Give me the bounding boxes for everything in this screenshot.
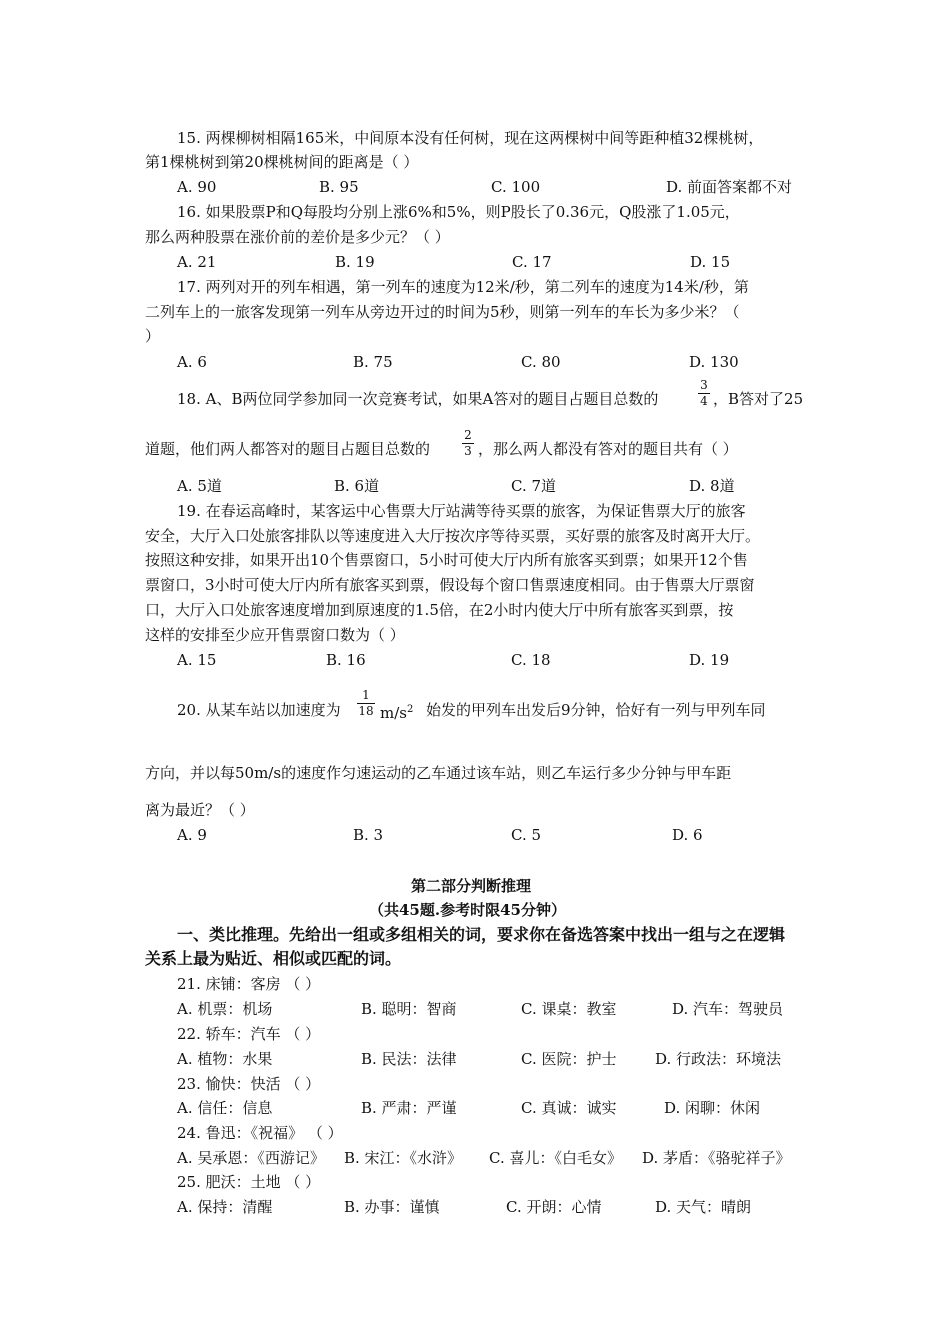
q18-stem-line2-b: ，那么两人都没有答对的题目共有（ ） xyxy=(478,440,738,458)
q20-fraction-one-eighteenth xyxy=(357,689,375,718)
q20-fraction-numerator: 1 xyxy=(362,688,370,702)
q18-stem-line2-a: 道题，他们两人都答对的题目占题目总数的 xyxy=(145,440,431,458)
q15-option-c: C. 100 xyxy=(491,178,541,196)
q20-stem-line2: 方向，并以每50m/s的速度作匀速运动的乙车通过该车站，则乙车运行多少分钟与甲车距 xyxy=(145,764,732,782)
q17-option-a: A. 6 xyxy=(177,353,207,371)
q15-stem-line2: 第1棵桃树到第20棵桃树间的距离是（ ） xyxy=(145,153,419,171)
q23-stem: 23. 愉快：快活 （ ） xyxy=(177,1075,321,1093)
q18-fraction1-denominator: 4 xyxy=(700,394,708,408)
q25-stem: 25. 肥沃：土地 （ ） xyxy=(177,1173,321,1191)
q19-stem-line6: 这样的安排至少应开售票窗口数为（ ） xyxy=(145,626,405,644)
q15-stem-line1: 15. 两棵柳树相隔165米，中间原本没有任何树，现在这两棵树中间等距种植32棵桃树， xyxy=(177,129,764,147)
q18-fraction-two-thirds xyxy=(462,429,474,458)
q18-stem-line1-a: 18. A、B两位同学参加同一次竞赛考试，如果A答对的题目占题目总数的 xyxy=(177,390,659,408)
q18-option-d: D. 8道 xyxy=(689,477,735,495)
q16-option-b: B. 19 xyxy=(335,253,375,271)
q16-stem-line2: 那么两种股票在涨价前的差价是多少元？（ ） xyxy=(145,228,450,246)
q22-option-a: A. 植物：水果 xyxy=(177,1050,273,1068)
q20-unit-superscript: 2 xyxy=(406,704,414,715)
part2-subtitle: （共45题.参考时限45分钟） xyxy=(369,901,566,919)
part2-title: 第二部分判断推理 xyxy=(411,877,532,895)
q20-stem-line3: 离为最近？（ ） xyxy=(145,801,255,819)
q16-stem-line1: 16. 如果股票P和Q每股均分别上涨6%和5%，则P股长了0.36元，Q股涨了1.05元， xyxy=(177,203,740,221)
q25-option-d: D. 天气：晴朗 xyxy=(655,1198,752,1216)
q16-option-c: C. 17 xyxy=(512,253,552,271)
q21-option-a: A. 机票：机场 xyxy=(177,1000,273,1018)
q18-fraction1-numerator: 3 xyxy=(700,378,708,392)
q17-option-d: D. 130 xyxy=(689,353,739,371)
q19-stem-line4: 票窗口，3小时可使大厅内所有旅客买到票，假设每个窗口售票速度相同。由于售票大厅票窗 xyxy=(145,576,755,594)
q24-option-b: B. 宋江：《水浒》 xyxy=(344,1149,463,1167)
q22-option-c: C. 医院：护士 xyxy=(521,1050,617,1068)
q19-stem-line3: 按照这种安排，如果开出10个售票窗口，5小时可使大厅内所有旅客买到票；如果开12个售 xyxy=(145,551,748,569)
q24-option-d: D. 茅盾：《骆驼祥子》 xyxy=(642,1149,791,1167)
q20-option-d: D. 6 xyxy=(672,826,703,844)
q20-option-b: B. 3 xyxy=(353,826,384,844)
q25-option-c: C. 开朗：心情 xyxy=(506,1198,602,1216)
q19-stem-line1: 19. 在春运高峰时，某客运中心售票大厅站满等待买票的旅客，为保证售票大厅的旅客 xyxy=(177,502,746,520)
q17-stem-line2: 二列车上的一旅客发现第一列车从旁边开过的时间为5秒，则第一列车的车长为多少米？（ xyxy=(145,303,740,321)
q22-option-b: B. 民法：法律 xyxy=(361,1050,457,1068)
q24-stem: 24. 鲁迅：《祝福》 （ ） xyxy=(177,1124,343,1142)
q20-unit xyxy=(380,700,413,723)
part2-intro-line1: 一、类比推理。先给出一组或多组相关的词，要求你在备选答案中找出一组与之在逻辑 xyxy=(177,925,786,944)
q17-stem-line3: ） xyxy=(145,327,161,345)
q19-option-b: B. 16 xyxy=(326,651,366,669)
q18-option-b: B. 6道 xyxy=(334,477,380,495)
q23-option-b: B. 严肃：严谨 xyxy=(361,1099,457,1117)
q16-option-d: D. 15 xyxy=(690,253,731,271)
q19-option-c: C. 18 xyxy=(511,651,551,669)
q19-option-d: D. 19 xyxy=(689,651,730,669)
q22-stem: 22. 轿车：汽车 （ ） xyxy=(177,1025,321,1043)
q16-option-a: A. 21 xyxy=(177,253,217,271)
q21-option-b: B. 聪明：智商 xyxy=(361,1000,457,1018)
q18-option-a: A. 5道 xyxy=(177,477,222,495)
q24-option-c: C. 喜儿：《白毛女》 xyxy=(489,1149,622,1167)
q18-option-c: C. 7道 xyxy=(511,477,557,495)
q25-option-a: A. 保持：清醒 xyxy=(177,1198,273,1216)
q15-option-d: D. 前面答案都不对 xyxy=(666,178,793,196)
q18-stem-line1-b: ，B答对了25 xyxy=(713,390,804,408)
q21-option-c: C. 课桌：教室 xyxy=(521,1000,617,1018)
q21-stem: 21. 床铺：客房 （ ） xyxy=(177,975,321,993)
q20-fraction-denominator: 18 xyxy=(358,704,374,718)
q15-option-b: B. 95 xyxy=(319,178,359,196)
q19-stem-line5: 口，大厅入口处旅客速度增加到原速度的1.5倍，在2小时内使大厅中所有旅客买到票，按 xyxy=(145,601,734,619)
q19-stem-line2: 安全，大厅入口处旅客排队以等速度进入大厅按次序等待买票，买好票的旅客及时离开大厅。 xyxy=(145,527,761,545)
q18-fraction2-denominator: 3 xyxy=(464,444,472,458)
q17-option-b: B. 75 xyxy=(353,353,393,371)
q22-option-d: D. 行政法：环境法 xyxy=(655,1050,782,1068)
q25-option-b: B. 办事：谨慎 xyxy=(344,1198,440,1216)
q20-unit-text: m/s xyxy=(380,704,407,722)
q20-option-c: C. 5 xyxy=(511,826,542,844)
q23-option-d: D. 闲聊：休闲 xyxy=(664,1099,761,1117)
q21-option-d: D. 汽车：驾驶员 xyxy=(672,1000,784,1018)
q20-option-a: A. 9 xyxy=(177,826,207,844)
part2-intro-line2: 关系上最为贴近、相似或匹配的词。 xyxy=(145,949,402,968)
q19-option-a: A. 15 xyxy=(177,651,217,669)
q23-option-c: C. 真诚：诚实 xyxy=(521,1099,617,1117)
q18-fraction2-numerator: 2 xyxy=(464,428,472,442)
q23-option-a: A. 信任：信息 xyxy=(177,1099,273,1117)
q20-stem-line1-a: 20. 从某车站以加速度为 xyxy=(177,701,341,719)
q17-option-c: C. 80 xyxy=(521,353,561,371)
q24-option-a: A. 吴承恩：《西游记》 xyxy=(177,1149,325,1167)
q18-fraction-three-quarters xyxy=(698,379,710,408)
q20-stem-line1-b: 始发的甲列车出发后9分钟，恰好有一列与甲列车同 xyxy=(426,701,766,719)
q15-option-a: A. 90 xyxy=(177,178,217,196)
q17-stem-line1: 17. 两列对开的列车相遇，第一列车的速度为12米/秒，第二列车的速度为14米/秒，第 xyxy=(177,278,749,296)
